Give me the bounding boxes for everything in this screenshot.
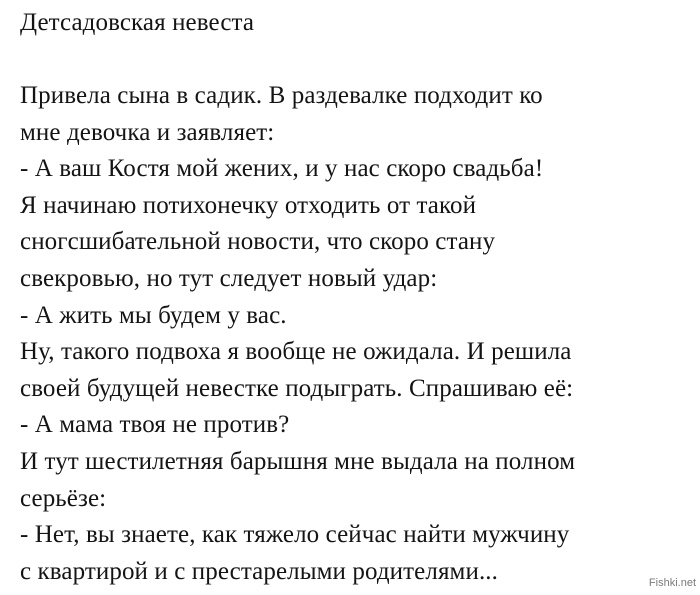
story-line: своей будущей невестке подыграть. Спрашиваю её: [20,374,574,402]
story-line: мне девочка и заявляет: [20,118,275,146]
story-body [20,78,575,590]
story-line: - А жить мы будем у вас. [20,301,287,329]
story-line: с квартирой и с престарелыми родителями... [20,557,499,585]
story-title: Детсадовская невеста [20,9,255,36]
story-line: - Нет, вы знаете, как тяжело сейчас найти мужчину [20,521,570,549]
story-line: И тут шестилетняя барышня мне выдала на полном [20,447,576,475]
story-line: Я начинаю потихонечку отходить от такой [20,191,477,219]
story-line: серьёзе: [20,484,107,512]
story-line: Привела сына в садик. В раздевалке подходит ко [20,82,543,109]
story-line: сногсшибательной новости, что скоро стану [20,228,496,256]
story-line: Ну, такого подвоха я вообще не ожидала. И решила [20,338,572,366]
story-line: свекровью, но тут следует новый удар: [20,264,438,292]
site-watermark: Fishki.net [648,577,696,589]
story-line: - А мама твоя не против? [20,411,290,439]
story-line: - А ваш Костя мой жених, и у нас скоро свадьба! [20,155,544,183]
